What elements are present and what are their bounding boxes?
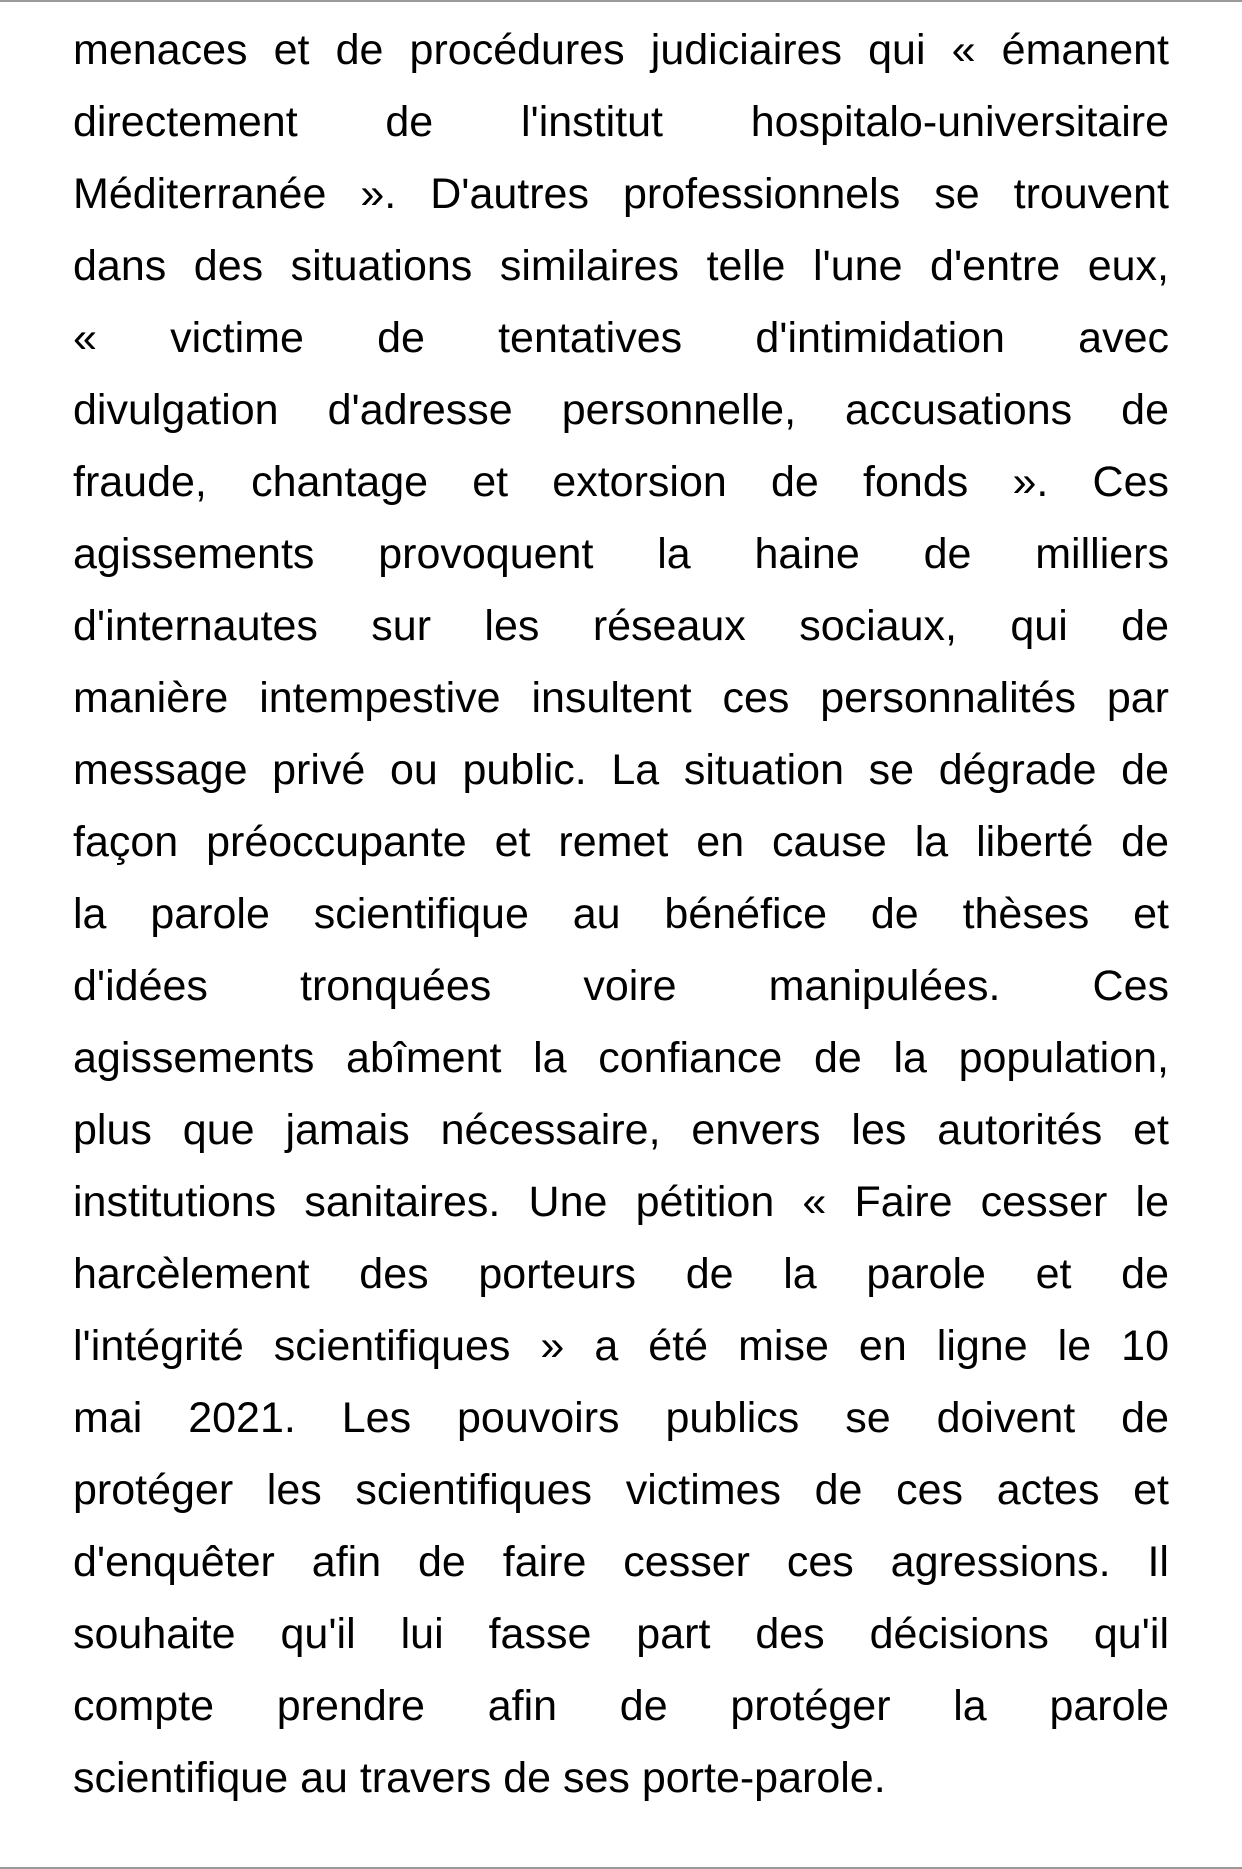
text-line: harcèlement des porteurs de la parole et de (73, 1250, 1169, 1298)
text-line: manière intempestive insultent ces personnalités par (73, 674, 1169, 722)
text-line: l'intégrité scientifiques » a été mise en ligne le 10 (73, 1322, 1169, 1370)
text-line: dans des situations similaires telle l'une d'entre eux, (73, 242, 1169, 290)
text-line: fraude, chantage et extorsion de fonds ». Ces (73, 458, 1169, 506)
text-line: compte prendre afin de protéger la parole (73, 1682, 1169, 1730)
text-line: protéger les scientifiques victimes de ces actes et (73, 1466, 1169, 1514)
text-line: message privé ou public. La situation se dégrade de (73, 746, 1169, 794)
text-line: d'idées tronquées voire manipulées. Ces (73, 962, 1169, 1010)
top-page-edge (0, 0, 1242, 2)
text-line: façon préoccupante et remet en cause la liberté de (73, 818, 1169, 866)
text-line: mai 2021. Les pouvoirs publics se doivent de (73, 1394, 1169, 1442)
text-line: agissements provoquent la haine de milliers (73, 530, 1169, 578)
text-line: agissements abîment la confiance de la population, (73, 1034, 1169, 1082)
text-line-last: scientifique au travers de ses porte-parole. (73, 1754, 886, 1802)
text-line: directement de l'institut hospitalo-universitaire (73, 98, 1169, 146)
text-line: d'internautes sur les réseaux sociaux, qui de (73, 602, 1169, 650)
text-line: divulgation d'adresse personnelle, accusations de (73, 386, 1169, 434)
text-line: menaces et de procédures judiciaires qui « émanent (73, 26, 1169, 74)
text-line: d'enquêter afin de faire cesser ces agressions. Il (73, 1538, 1169, 1586)
text-line: plus que jamais nécessaire, envers les autorités et (73, 1106, 1169, 1154)
text-line: institutions sanitaires. Une pétition « Faire cesser le (73, 1178, 1169, 1226)
text-line: « victime de tentatives d'intimidation avec (73, 314, 1169, 362)
text-line: souhaite qu'il lui fasse part des décisions qu'il (73, 1610, 1169, 1658)
text-line: la parole scientifique au bénéfice de thèses et (73, 890, 1169, 938)
text-line: Méditerranée ». D'autres professionnels se trouvent (73, 170, 1169, 218)
document-text-block (73, 14, 1169, 1814)
